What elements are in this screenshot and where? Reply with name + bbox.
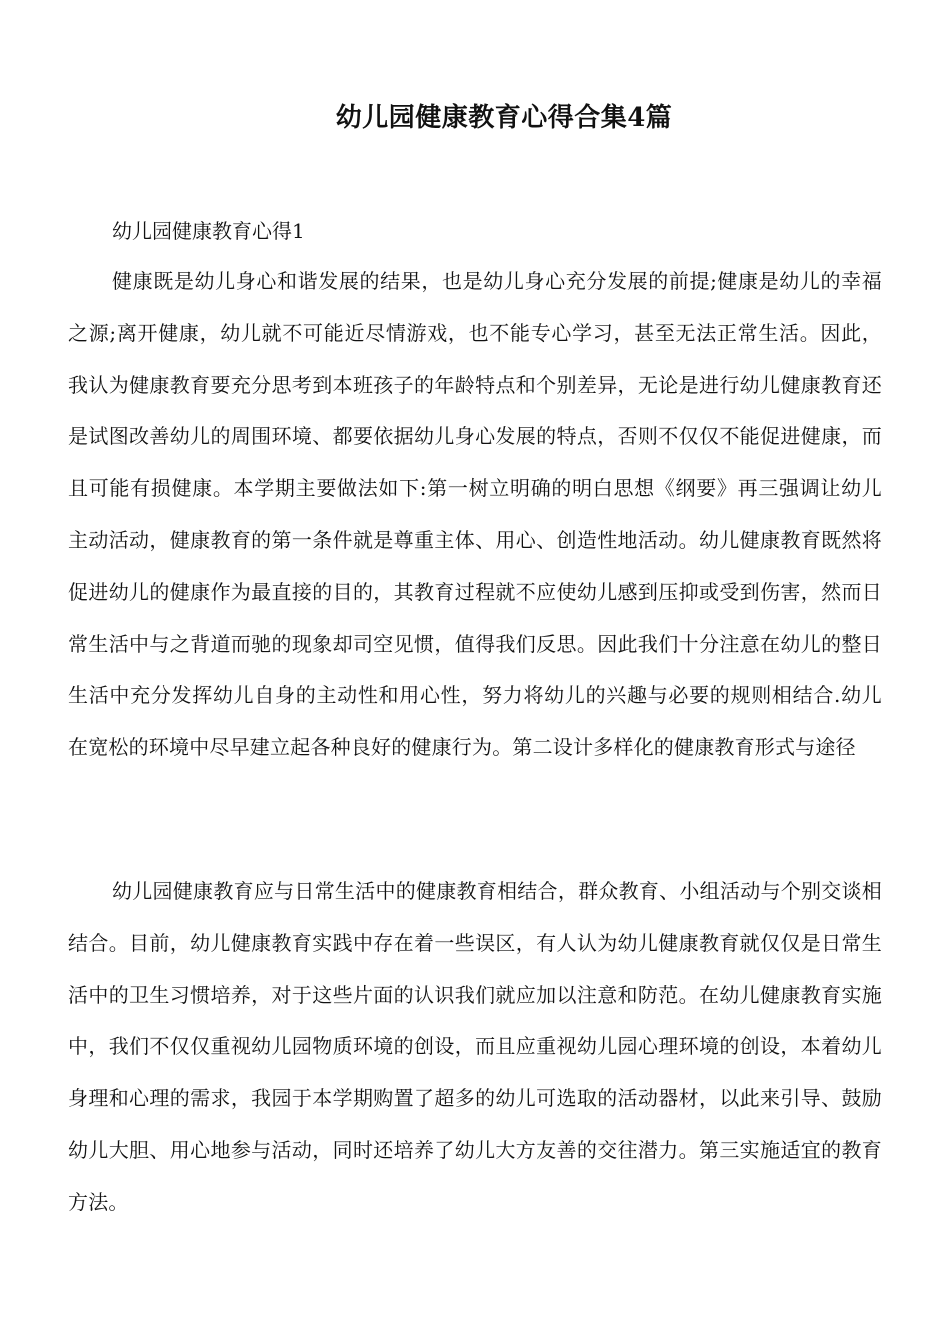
document-title: 幼儿园健康教育心得合集4篇: [335, 103, 673, 133]
section-heading: 幼儿园健康教育心得1: [112, 219, 305, 243]
body-paragraph-1: 健康既是幼儿身心和谐发展的结果，也是幼儿身心充分发展的前提;健康是幼儿的幸福之源;离开健康，幼儿就不可能近尽情游戏，也不能专心学习，甚至无法正常生活。因此，我认为健康教育要充分思考到本班孩子的年龄特点和个别差异，无论是进行幼儿健康教育还是试图改善幼儿的周围环境、都要依据幼儿身心发展的特点，否则不仅仅不能促进健康，而且可能有损健康。本学期主要做法如下:第一树立明确的明白思想《纲要》再三强调让幼儿主动活动，健康教育的第一条件就是尊重主体、用心、创造性地活动。幼儿健康教育既然将促进幼儿的健康作为最直接的目的，其教育过程就不应使幼儿感到压抑或受到伤害，然而日常生活中与之背道而驰的现象却司空见惯，值得我们反思。因此我们十分注意在幼儿的整日生活中充分发挥幼儿自身的主动性和用心性，努力将幼儿的兴趣与必要的规则相结合.幼儿在宽松的环境中尽早建立起各种良好的健康行为。第二设计多样化的健康教育形式与途径: [68, 269, 882, 760]
body-paragraph-2: 幼儿园健康教育应与日常生活中的健康教育相结合，群众教育、小组活动与个别交谈相结合。目前，幼儿健康教育实践中存在着一些误区，有人认为幼儿健康教育就仅仅是日常生活中的卫生习惯培养，对于这些片面的认识我们就应加以注意和防范。在幼儿健康教育实施中，我们不仅仅重视幼儿园物质环境的创设，而且应重视幼儿园心理环境的创设，本着幼儿身理和心理的需求，我园于本学期购置了超多的幼儿可选取的活动器材，以此来引导、鼓励幼儿大胆、用心地参与活动，同时还培养了幼儿大方友善的交往潜力。第三实施适宜的教育方法。: [68, 879, 882, 1214]
